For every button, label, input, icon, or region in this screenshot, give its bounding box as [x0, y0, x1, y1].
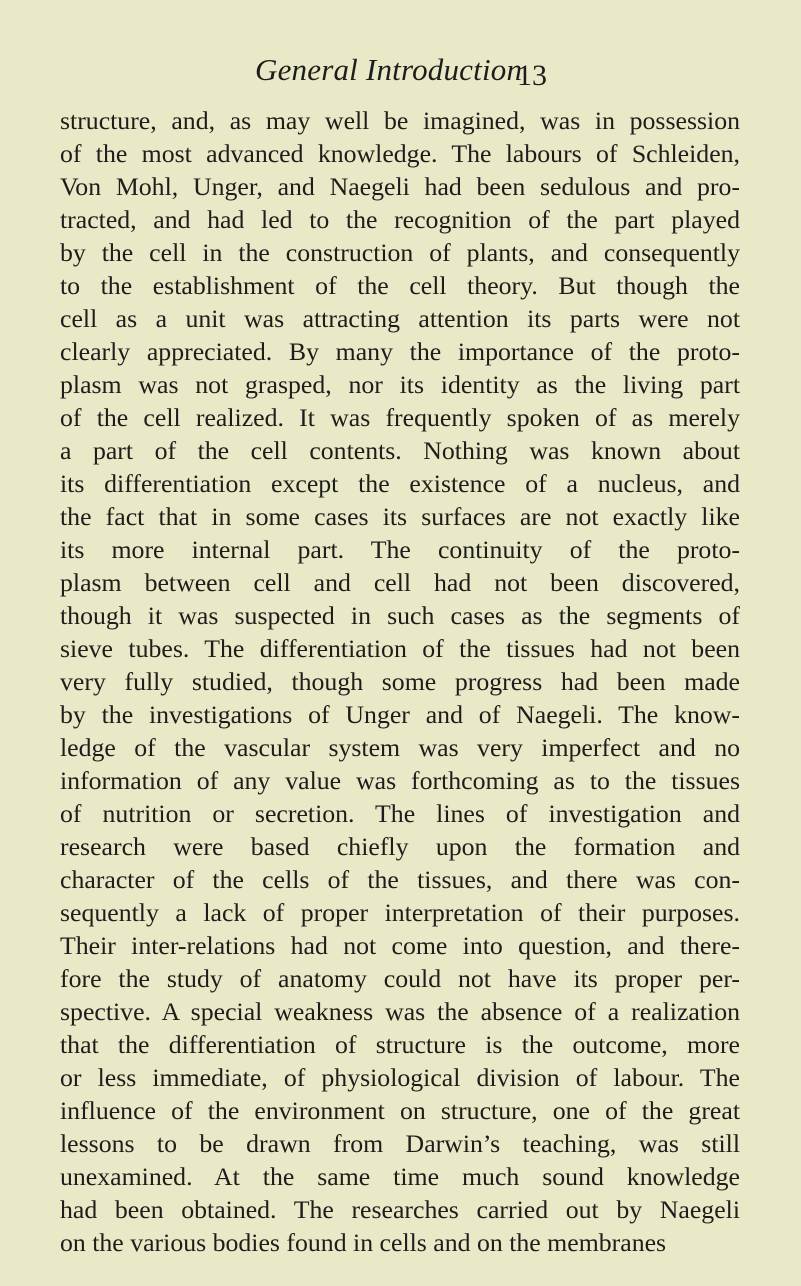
text-line: character of the cells of the tissues, and there was con-: [60, 865, 740, 894]
text-line: that the differentiation of structure is the outcome, more: [60, 1030, 740, 1059]
text-line: by the cell in the construction of plants, and consequently: [60, 238, 740, 267]
text-line: its more internal part. The continuity of the proto-: [60, 535, 740, 564]
text-line: structure, and, as may well be imagined, was in possession: [60, 106, 740, 135]
text-line: clearly appreciated. By many the importance of the proto-: [60, 337, 740, 366]
text-line: Their inter-relations had not come into question, and there-: [60, 931, 740, 960]
text-line: sieve tubes. The differentiation of the tissues had not been: [60, 634, 740, 663]
text-line: lessons to be drawn from Darwin’s teaching, was still: [60, 1129, 740, 1158]
text-line: spective. A special weakness was the absence of a realization: [60, 997, 740, 1026]
running-title: General Introduction: [255, 52, 523, 87]
text-line: or less immediate, of physiological division of labour. The: [60, 1063, 740, 1092]
text-line: though it was suspected in such cases as the segments of: [60, 601, 740, 630]
text-line: its differentiation except the existence of a nucleus, and: [60, 469, 740, 498]
text-line: influence of the environment on structure, one of the great: [60, 1096, 740, 1125]
text-line: very fully studied, though some progress had been made: [60, 667, 740, 696]
page-number: 13: [517, 59, 547, 92]
text-line: the fact that in some cases its surfaces are not exactly like: [60, 502, 740, 531]
page-header: [0, 44, 801, 94]
text-line: plasm was not grasped, nor its identity as the living part: [60, 370, 740, 399]
text-line: to the establishment of the cell theory. But though the: [60, 271, 740, 300]
text-line: of nutrition or secretion. The lines of investigation and: [60, 799, 740, 828]
text-line: on the various bodies found in cells and on the membranes: [60, 1228, 667, 1257]
text-line: by the investigations of Unger and of Naegeli. The know-: [60, 700, 740, 729]
text-line: tracted, and had led to the recognition of the part played: [60, 205, 740, 234]
text-line: unexamined. At the same time much sound knowledge: [60, 1162, 740, 1191]
text-line: a part of the cell contents. Nothing was known about: [60, 436, 740, 465]
text-line: ledge of the vascular system was very imperfect and no: [60, 733, 740, 762]
text-line: sequently a lack of proper interpretation of their purposes.: [60, 898, 740, 927]
text-line: of the most advanced knowledge. The labours of Schleiden,: [60, 139, 740, 168]
text-line: had been obtained. The researches carried out by Naegeli: [60, 1195, 740, 1224]
text-line: plasm between cell and cell had not been discovered,: [60, 568, 740, 597]
text-line: cell as a unit was attracting attention its parts were not: [60, 304, 740, 333]
text-line: research were based chiefly upon the formation and: [60, 832, 740, 861]
text-line: of the cell realized. It was frequently spoken of as merely: [60, 403, 740, 432]
text-line: fore the study of anatomy could not have its proper per-: [60, 964, 740, 993]
text-line: information of any value was forthcoming as to the tissues: [60, 766, 740, 795]
text-line: Von Mohl, Unger, and Naegeli had been sedulous and pro-: [60, 172, 740, 201]
